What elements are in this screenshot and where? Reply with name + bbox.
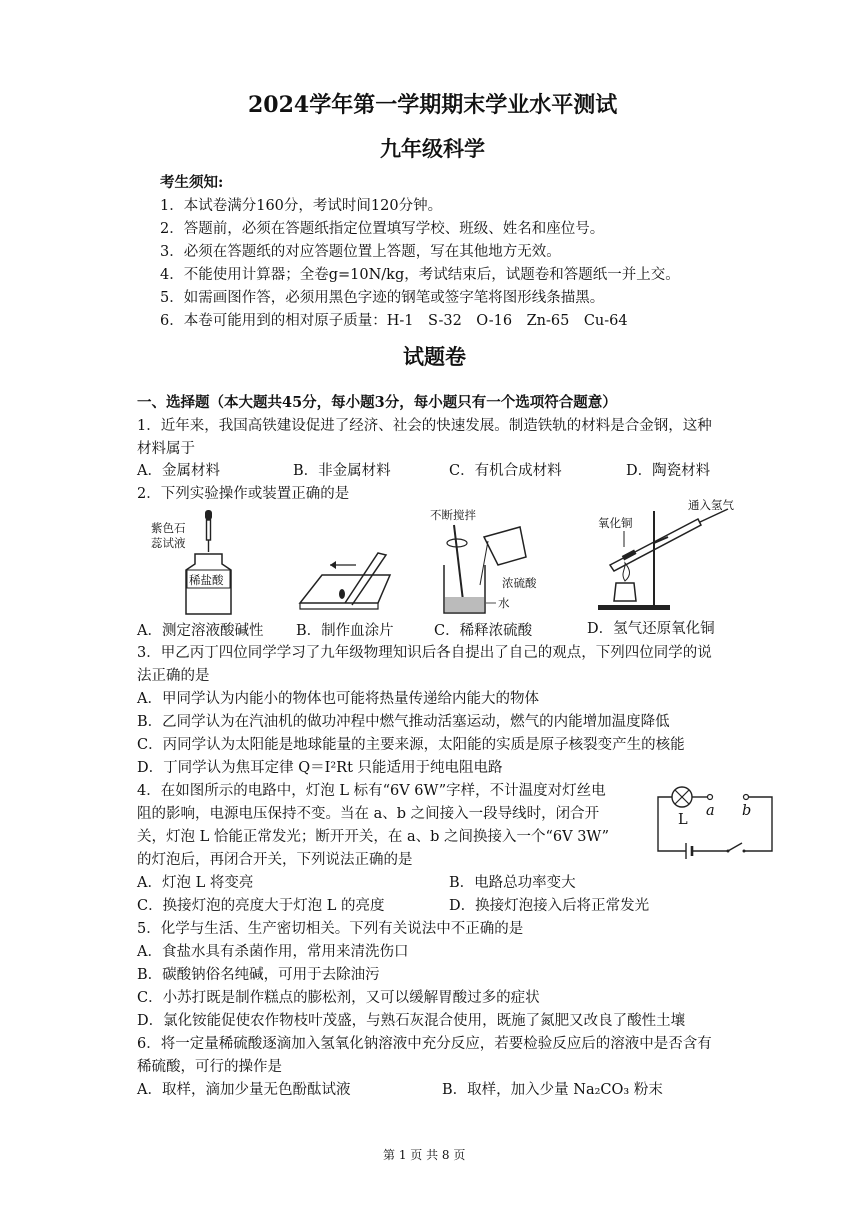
figure-label: 水 — [498, 596, 510, 610]
page-number: 第 1 页 共 8 页 — [383, 1148, 466, 1162]
terminal-b-label: b — [742, 803, 752, 819]
option-a: A．取样，滴加少量无色酚酞试液 — [137, 1082, 351, 1098]
exam-title: 2024学年第一学期期末学业水平测试 — [248, 92, 618, 118]
figure-label: 紫色石 — [151, 521, 186, 535]
option-a: A．测定溶液酸碱性 — [137, 623, 264, 639]
question-3-stem: 3．甲乙丙丁四位同学学习了九年级物理知识后各自提出了自己的观点，下列四位同学的说 — [137, 645, 712, 661]
bottle-label: 稀盐酸 — [189, 573, 224, 587]
figure-label: 通入氢气 — [688, 498, 734, 512]
option-d: D．氢气还原氧化铜 — [587, 621, 715, 637]
option-d: D．氯化铵能促使农作物枝叶茂盛，与熟石灰混合使用，既施了氮肥又改良了酸性土壤 — [137, 1013, 686, 1029]
option-b: B．取样，加入少量 Na₂CO₃ 粉末 — [442, 1082, 663, 1098]
figure-label: 蕊试液 — [151, 536, 186, 550]
question-5-stem: 5．化学与生活、生产密切相关。下列有关说法中不正确的是 — [137, 921, 524, 937]
option-d: D．丁同学认为焦耳定律 Q＝I²Rt 只能适用于纯电阻电路 — [137, 760, 503, 776]
figure-label: 不断搅拌 — [430, 508, 476, 522]
notice-item: 4．不能使用计算器；全卷g=10N/kg，考试结束后，试题卷和答题纸一并上交。 — [160, 267, 680, 283]
option-c: C．小苏打既是制作糕点的膨松剂，又可以缓解胃酸过多的症状 — [137, 990, 540, 1006]
notice-item: 1．本试卷满分160分，考试时间120分钟。 — [160, 198, 443, 214]
section-heading: 一、选择题（本大题共45分，每小题3分，每小题只有一个选项符合题意） — [137, 394, 617, 411]
option-c: C．稀释浓硫酸 — [434, 623, 533, 639]
lamp-label: L — [678, 812, 688, 828]
option-c: C．丙同学认为太阳能是地球能量的主要来源，太阳能的实质是原子核裂变产生的核能 — [137, 737, 685, 753]
option-c: C．有机合成材料 — [449, 463, 562, 479]
question-4-stem: 阻的影响，电源电压保持不变。当在 a、b 之间接入一段导线时，闭合开 — [137, 806, 600, 822]
circuit-figure — [650, 785, 780, 865]
option-b: B．乙同学认为在汽油机的做功冲程中燃气推动活塞运动，燃气的内能增加温度降低 — [137, 714, 670, 730]
option-d: D．换接灯泡接入后将正常发光 — [449, 898, 650, 914]
terminal-a-label: a — [706, 803, 715, 819]
figure-label: 氧化铜 — [598, 516, 633, 530]
paper-title: 试题卷 — [403, 344, 466, 369]
option-a: A．灯泡 L 将变亮 — [137, 875, 254, 891]
question-1-stem: 1．近年来，我国高铁建设促进了经济、社会的快速发展。制造铁轨的材料是合金钢，这种 — [137, 418, 712, 434]
question-3-stem: 法正确的是 — [137, 668, 210, 684]
blood-smear-figure — [290, 545, 400, 617]
question-4-stem: 关，灯泡 L 恰能正常发光；断开开关，在 a、b 之间换接入一个“6V 3W” — [137, 829, 610, 845]
option-a: A．金属材料 — [137, 463, 220, 479]
option-b: B．电路总功率变大 — [449, 875, 576, 891]
question-2-stem: 2．下列实验操作或装置正确的是 — [137, 486, 350, 502]
option-a: A．甲同学认为内能小的物体也可能将热量传递给内能大的物体 — [137, 691, 539, 707]
question-4-stem: 的灯泡后，再闭合开关，下列说法正确的是 — [137, 852, 413, 868]
hydrogen-reduction-figure — [588, 495, 748, 620]
question-6-stem: 6．将一定量稀硫酸逐滴加入氢氧化钠溶液中充分反应，若要检验反应后的溶液中是否含有 — [137, 1036, 712, 1052]
option-d: D．陶瓷材料 — [626, 463, 711, 479]
question-4-stem: 4．在如图所示的电路中，灯泡 L 标有“6V 6W”字样，不计温度对灯丝电 — [137, 783, 606, 799]
question-1-stem: 材料属于 — [137, 441, 195, 457]
notice-heading: 考生须知: — [160, 174, 224, 191]
notice-item: 2．答题前，必须在答题纸指定位置填写学校、班级、姓名和座位号。 — [160, 221, 605, 237]
option-c: C．换接灯泡的亮度大于灯泡 L 的亮度 — [137, 898, 385, 914]
option-b: B．碳酸钠俗名纯碱，可用于去除油污 — [137, 967, 380, 983]
option-a: A．食盐水具有杀菌作用，常用来清洗伤口 — [137, 944, 409, 960]
notice-item: 3．必须在答题纸的对应答题位置上答题，写在其他地方无效。 — [160, 244, 561, 260]
notice-item: 5．如需画图作答，必须用黑色字迹的钢笔或签字笔将图形线条描黑。 — [160, 290, 605, 306]
dilution-figure — [430, 505, 540, 620]
option-b: B．制作血涂片 — [296, 623, 394, 639]
notice-item: 6．本卷可能用到的相对原子质量：H-1 S-32 O-16 Zn-65 Cu-64 — [160, 313, 628, 329]
figure-label: 浓硫酸 — [502, 576, 537, 590]
option-b: B．非金属材料 — [293, 463, 391, 479]
dropper-bottle-figure — [145, 508, 245, 620]
subject-title: 九年级科学 — [380, 136, 485, 161]
question-6-stem: 稀硫酸，可行的操作是 — [137, 1059, 282, 1075]
